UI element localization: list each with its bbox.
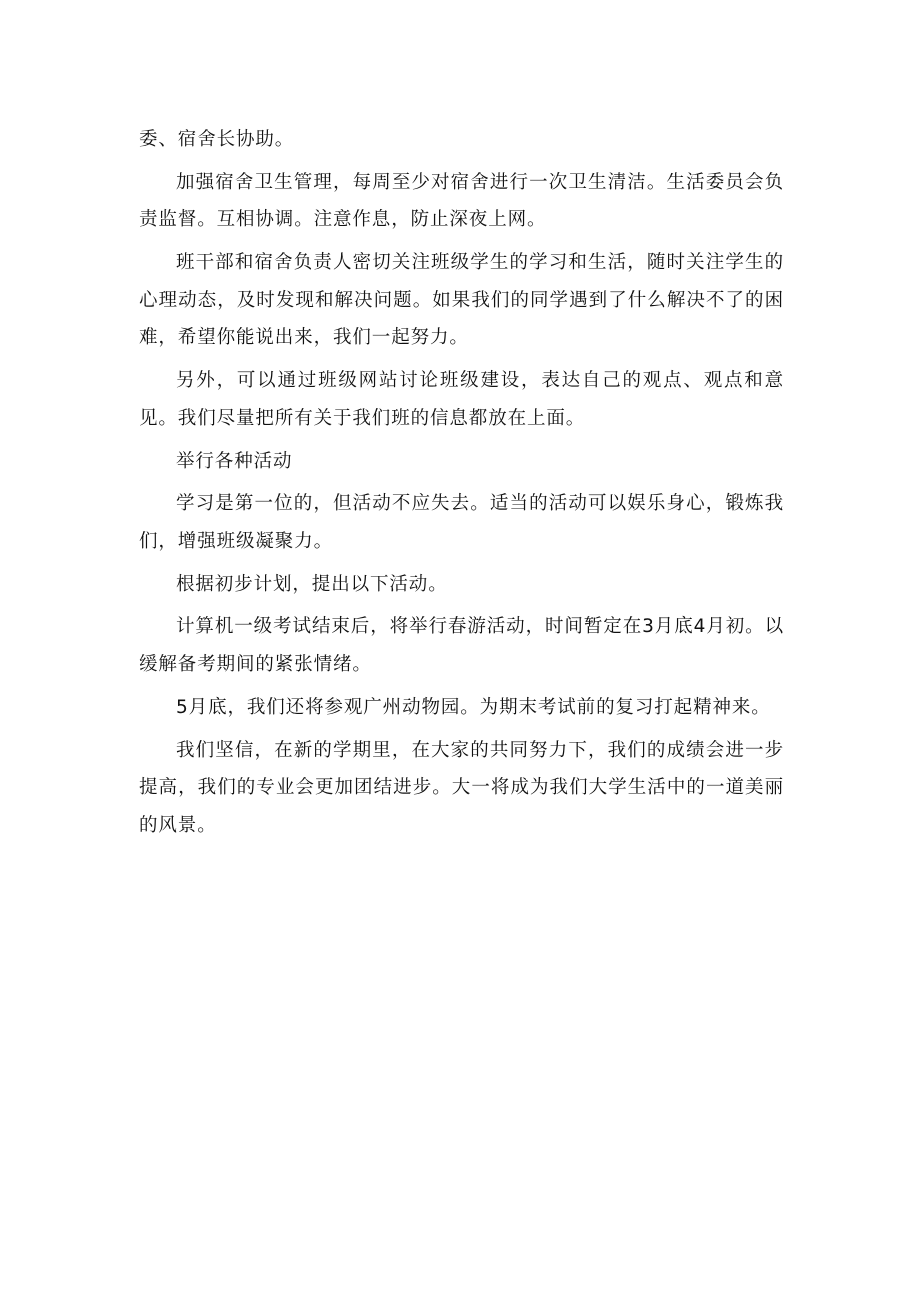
paragraph-conclusion: 我们坚信，在新的学期里，在大家的共同努力下，我们的成绩会进一步提高，我们的专业会更加团结进步。大一将成为我们大学生活中的一道美丽的风景。 bbox=[139, 739, 784, 836]
document-body bbox=[139, 121, 784, 850]
paragraph-zoo-visit: 5月底，我们还将参观广州动物园。为期末考试前的复习打起精神来。 bbox=[176, 696, 771, 718]
paragraph-continuation: 委、宿舍长协助。 bbox=[139, 129, 295, 150]
paragraph-activities-intro: 学习是第一位的，但活动不应失去。适当的活动可以娱乐身心，锻炼我们，增强班级凝聚力。 bbox=[139, 493, 784, 552]
section-heading-activities: 举行各种活动 bbox=[176, 450, 293, 472]
paragraph-class-website: 另外，可以通过班级网站讨论班级建设，表达自己的观点、观点和意见。我们尽量把所有关于我们班的信息都放在上面。 bbox=[139, 370, 784, 429]
paragraph-spring-outing: 计算机一级考试结束后，将举行春游活动，时间暂定在3月底4月初。以缓解备考期间的紧张情绪。 bbox=[139, 616, 784, 676]
paragraph-activity-plan: 根据初步计划，提出以下活动。 bbox=[176, 573, 448, 595]
paragraph-student-care: 班干部和宿舍负责人密切关注班级学生的学习和生活，随时关注学生的心理动态，及时发现和解决问题。如果我们的同学遇到了什么解决不了的困难，希望你能说出来，我们一起努力。 bbox=[139, 252, 784, 349]
paragraph-dorm-hygiene: 加强宿舍卫生管理，每周至少对宿舍进行一次卫生清洁。生活委员会负责监督。互相协调。注意作息，防止深夜上网。 bbox=[139, 171, 784, 231]
